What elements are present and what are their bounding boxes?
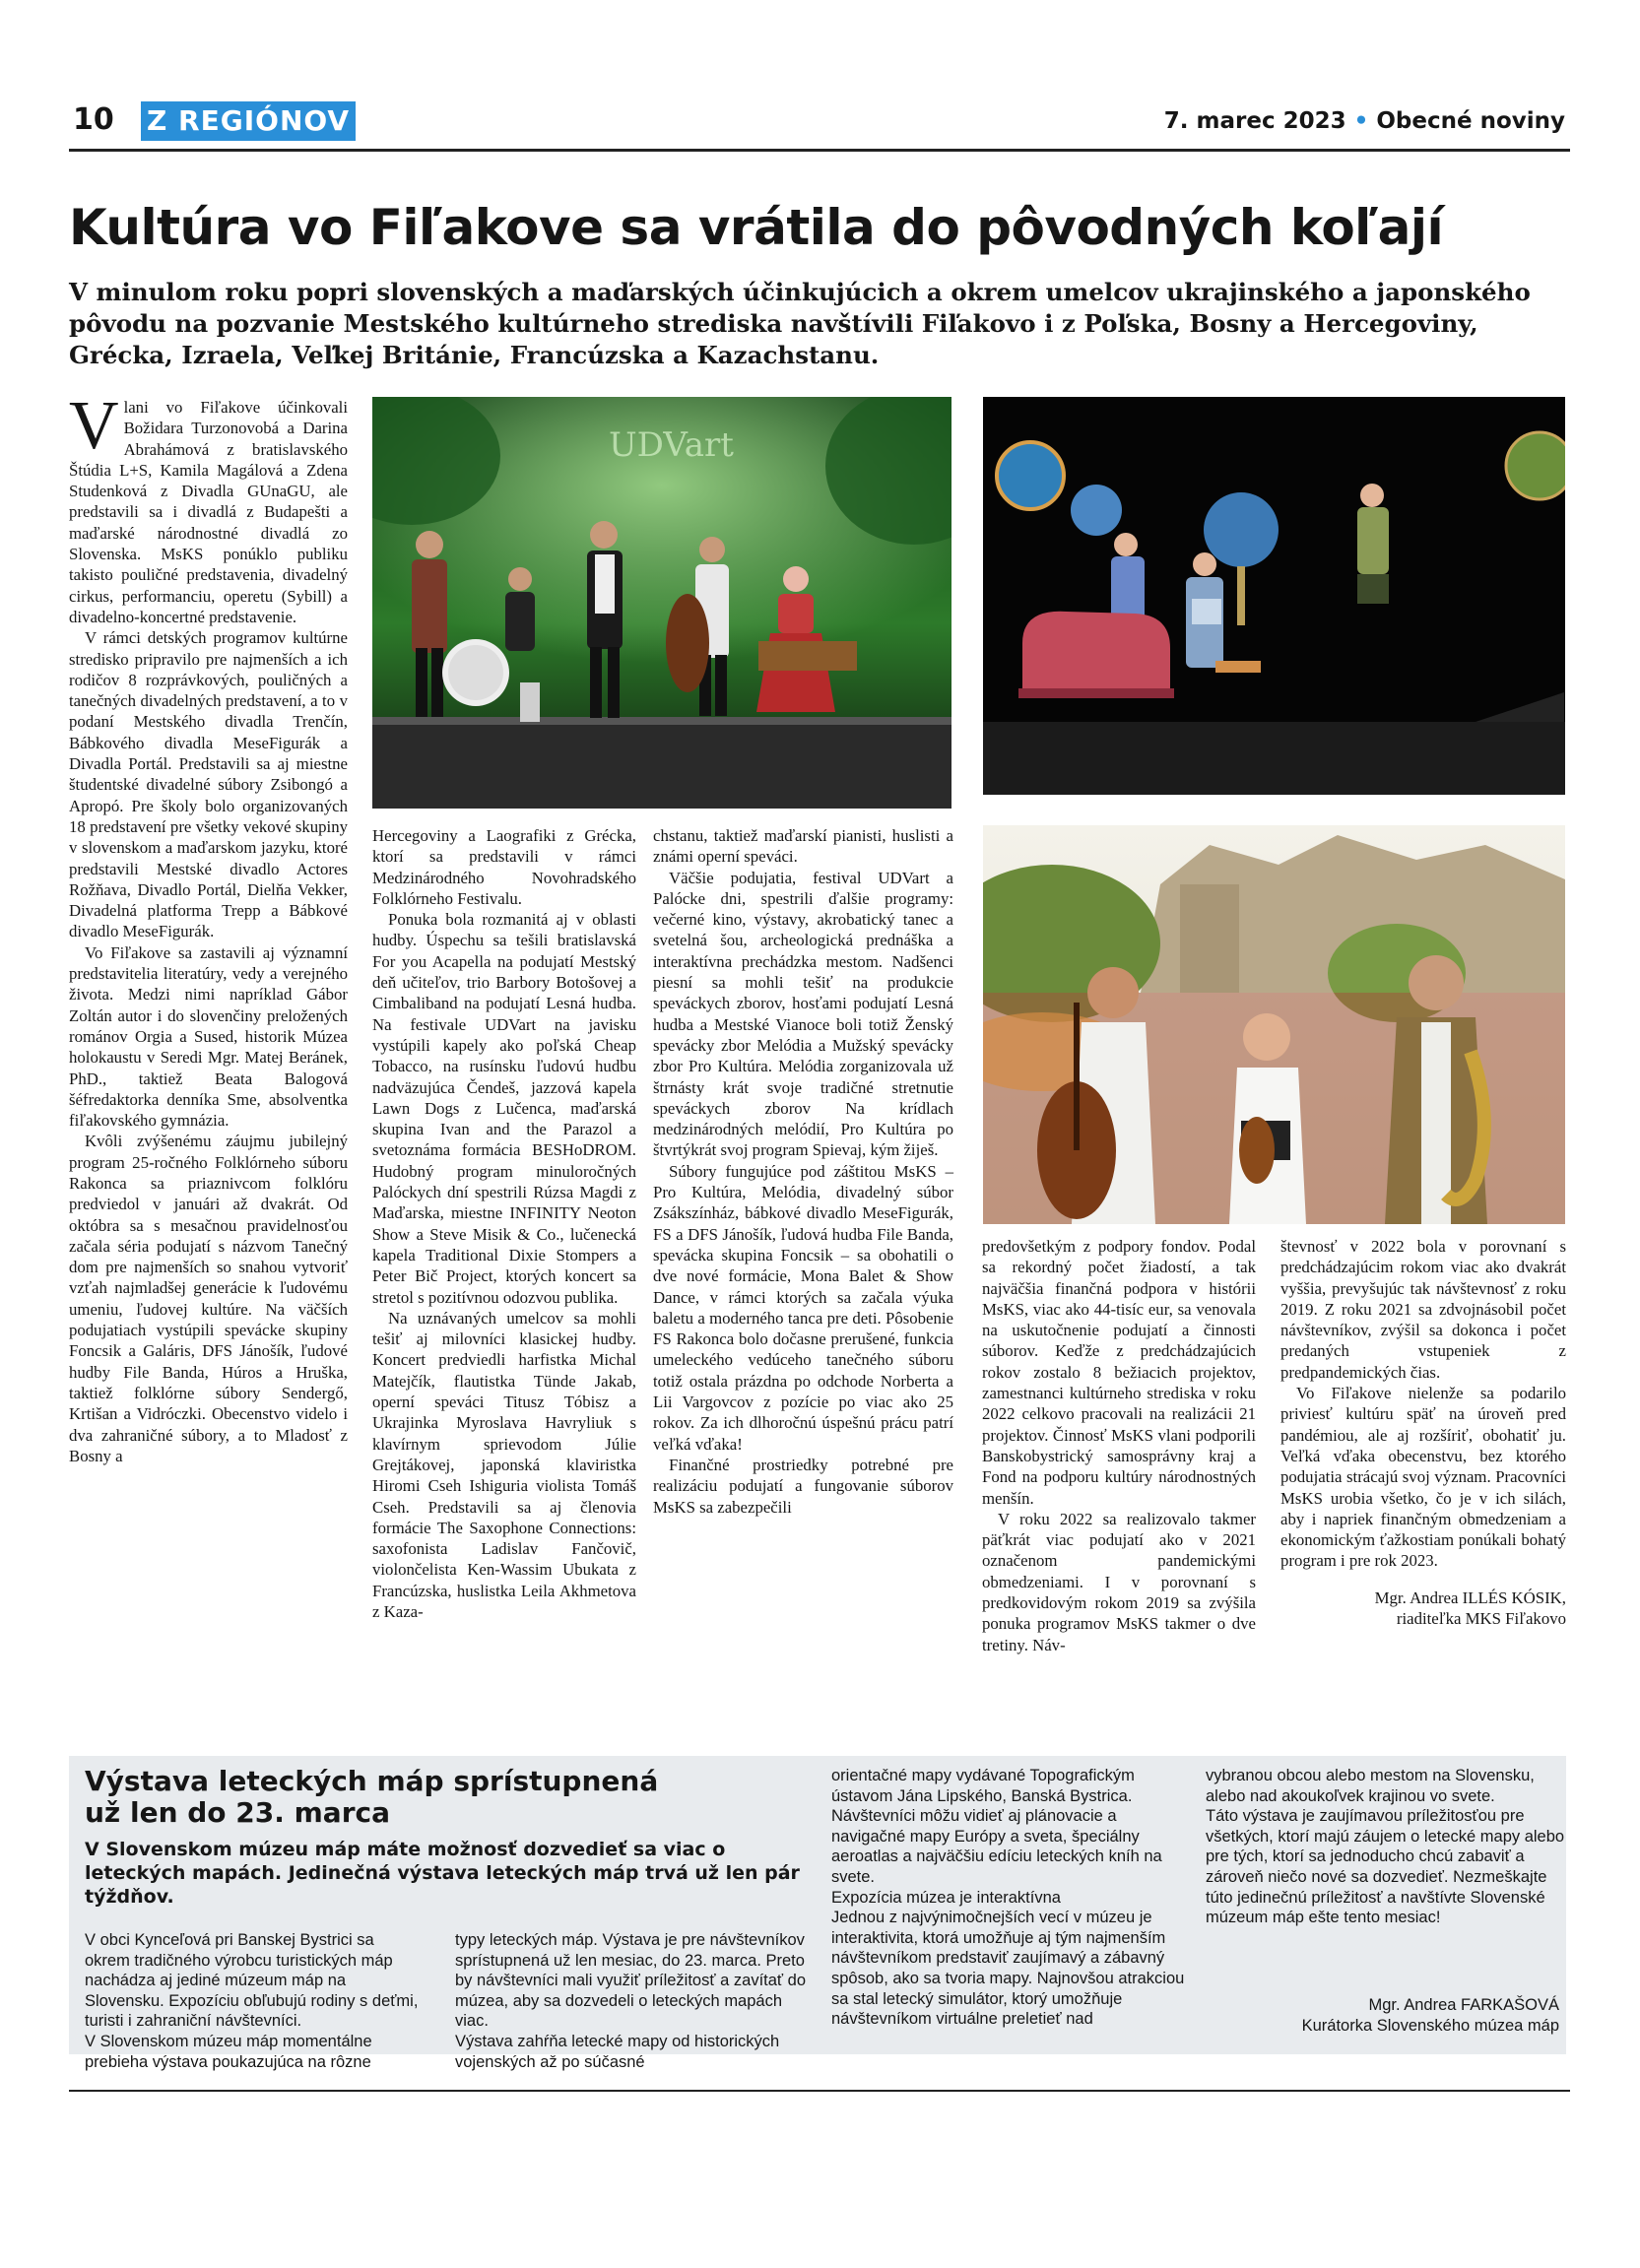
article-column-4 [982, 1236, 1256, 1655]
article-signature [1280, 1588, 1566, 1630]
article-paragraph [69, 388, 348, 627]
box-paragraph: V Slovenskom múzeu máp momentálne prebieha výstava poukazujúca na rôzne [85, 2032, 372, 2071]
box-signature [1302, 1995, 1559, 2037]
article-paragraph: Vo Fiľakove nielenže sa podarilo priviesť kultúru späť na úroveň pred pandémiou, ale aj rozšíriť, obohatiť ju. Veľká vďaka obecenstvu, bez ktorého podujatia strácajú svoj význam. Pracovníci MsKS urobia všetko, čo je v ich silách, aby i napriek finančným obmedzeniam a ekonomickým ťažkostiam ponúkali bohatý program i pre rok 2023. [1280, 1384, 1566, 1571]
puppet-theatre-photo [983, 397, 1565, 795]
article-paragraph: Vo Fiľakove sa zastavili aj významní predstavitelia literatúry, vedy a verejného života. Medzi nimi napríklad Gábor Zoltán autor i do slovenčiny preložených románov Orgia a Sused, historik Múzea holokaustu v Seredi Mgr. Matej Beránek, PhD., taktiež Beata Balogová šéfredaktorka denníka Sme, absolventka fiľakovského gymnázia. [69, 942, 348, 1131]
article-paragraph: Väčšie podujatia, festival UDVart a Palócke dni, spestrili ďalšie programy: večerné kino, výstavy, akrobatický tanec a svetelná šou, archeologická prednáška a interaktívna prechádzka mestom. Nadšenci piesní sa mohli tešiť na produkcie speváckych zborov, hosťami podujatí Lesná hudba a Mestské Vianoce boli totiž Ženský spevácky zbor Melódia a Mužský spevácky zbor Pro Kultúra. Melódia zorganizovala už štrnásty krát svoje tradičné stretnutie speváckych zborov Na krídlach medzinárodných melódií, Pro Kultúra po štvrtýkrát svoj program Spievaj, kým žiješ. [653, 868, 953, 1160]
box-column-2 [455, 1930, 810, 2072]
box-subheading: Expozícia múzea je interaktívna [831, 1888, 1061, 1907]
section-badge: Z REGIÓNOV [141, 101, 356, 141]
musicians-trio-illustration [983, 825, 1565, 1224]
box-paragraph: orientačné mapy vydávané Topografickým ústavom Jána Lipského, Banská Bystrica. Návštevníci môžu vidieť aj plánovacie a navigačné mapy Európy a sveta, špeciálny aeroatlas a najväčšiu edíciu leteckých kníh na svete. [831, 1767, 1162, 1886]
article-paragraph: Hercegoviny a Laografiki z Grécka, ktorí sa predstavili v rámci Medzinárodného Novohradského Folklórneho Festivalu. [372, 826, 636, 908]
box-title: Výstava leteckých máp sprístupnená už len do 23. marca [85, 1765, 659, 1829]
stage-sign: UDVart [609, 425, 734, 465]
article-paragraph: Na uznávaných umelcov sa mohli tešiť aj milovníci klasickej hudby. Koncert predviedli harfistka Michal Matejčík, flautistka Tünde Jakab, operní speváci Titusz Tóbisz a Ukrajinka Myroslava Havryliuk s klavírnym sprievodom Júlie Grejtákovej, japonská klaviristka Hiromi Cseh Ishiguria violista Tomáš Cseh. Predstavili sa aj členovia formácie The Saxophone Connections: saxofonista Ladislav Fančovič, violončelista Ken-Wassim Ubukata z Francúzska, huslistka Leila Akhmetova z Kaza- [372, 1308, 636, 1621]
box-paragraph: Táto výstava je zaujímavou príležitosťou pre všetkých, ktorí majú záujem o letecké mapy alebo pre tých, ktorí sa jednoducho chcú zabaviť a zároveň niečo nové sa dozvedieť. Nezmeškajte túto jedinečnú príležitosť a navštívte Slovenské múzeum máp ešte tento mesiac! [1206, 1807, 1565, 1927]
box-signature-role: Kurátorka Slovenského múzea máp [1301, 2017, 1559, 2035]
drop-cap: V [69, 388, 119, 464]
article-paragraph: Súbory fungujúce pod záštitou MsKS – Pro Kultúra, Melódia, divadelný súbor Zsákszínház, bábkové divadlo MeseFigurák, FS a DFS Jánošík, ľudová hudba File Banda, spevácka skupina Foncsik – sa obohatili o dve nové formácie, Mona Balet & Show Dance, v rámci ktorých sa začala výuka baletu a moderného tanca pre deti. Pôsobenie FS Rakonca bolo dočasne prerušené, funkcia umeleckého vedúceho tanečného súboru totiž ostala prázdna po odchode Norberta a Lii Vargovcov z pozície po viac ako 25 rokov. Za ich dlhoročnú úspešnú prácu patrí veľká vďaka! [653, 1161, 953, 1454]
puppet-theatre-illustration [983, 397, 1565, 795]
article-paragraph: Finančné prostriedky potrebné pre realizáciu podujatí a fungovanie súborov MsKS sa zabezpečili [653, 1455, 953, 1517]
article-paragraph: Kvôli zvýšenému záujmu jubilejný program 25-ročného Folklórneho súboru Rakonca sa priaznivcom folklóru predviedol v januári až dvakrát. Od októbra sa s mesačnou pravidelnosťou začala séria podujatí s názvom Tanečný dom pre najmenších so snahou vytvoriť vzťah najmladšej generácie k ľudovému umeniu, ľudovej kultúre. Na väčších podujatiach vystúpili spevácke skupiny Foncsik a Galáris, DFS Jánošík, ľudové hudby File Banda, Húros a Hruška, taktiež folklórne súbory Sendergő, Krtišan a Vidróczki. Obecenstvo videlo i dva zahraničné súbory, a to Mladosť z Bosny a [69, 1132, 348, 1465]
band-stage-illustration [372, 397, 951, 809]
box-paragraph: vybranou obcou alebo mestom na Slovensku, alebo nad akoukoľvek krajinou vo svete. [1206, 1767, 1535, 1805]
bottom-rule [69, 2090, 1570, 2092]
box-paragraph: Jednou z najvýnimočnejších vecí v múzeu je interaktivita, ktorá umožňuje aj tým najmenším návštevníkom predstaviť zaujímavý a zábavný spôsob, ako sa tvoria mapy. Najnovšou atrakciou sa stal letecký simulátor, ktorý umožňuje návštevníkom virtuálne preletieť nad [831, 1909, 1185, 2029]
signature-name: Mgr. Andrea ILLÉS KÓSIK, [1374, 1588, 1566, 1607]
box-column-4 [1206, 1766, 1565, 1928]
page-number: 10 [73, 102, 114, 137]
publication-name: Obecné noviny [1376, 108, 1565, 134]
article-paragraph: predovšetkým z podpory fondov. Podal sa rekordný počet žiadostí, a tak najväčšia finančná podpora v histórii MsKS, viac ako 44-tisíc eur, sa venovala na uskutočnenie podujatí a činnosti súborov. Keďže z predchádzajúcich rokov zostalo 8 bežiacich projektov, zamestnanci kultúrneho strediska v roku 2022 celkovo pracovali na realizácii 21 projektov. Činnosť MsKS vlani podporili Banskobystrický samosprávny kraj a Fond na podporu kultúry národnostných menšín. [982, 1237, 1256, 1508]
box-column-3 [831, 1766, 1186, 2030]
article-paragraph: Ponuka bola rozmanitá aj v oblasti hudby. Úspechu sa tešili bratislavská For you Acapella na podujatí Mestský deň učiteľov, trio Barbory Botošovej a Cimbaliband na podujatí Lesná hudba. Na festivale UDVart na javisku vystúpili kapely ako poľská Cheap Tobacco, na rusínsku ľudovú hudbu nadväzujúca Čendeš, jazzová kapela Lawn Dogs z Lučenca, maďarská skupina Ivan and the Parazol a svetoznáma formácia BESHoDROM. Hudobný program minuloročných Palóckych dní spestrili Rúzsa Magdi z Maďarska, miestne INFINITY Neoton Show a Steve Misik & Co., lučenecká kapela Traditional Dixie Stompers a Peter Bič Project, ktorých koncert sa stretol s pozitívnou odozvou publika. [372, 910, 636, 1307]
article-paragraph: V roku 2022 sa realizovalo takmer päťkrát viac podujatí ako v 2021 označenom pandemickými obmedzeniami. I v porovnaní s predkovidovým rokom 2019 sa zvýšila ponuka programov MsKS takmer o dve tretiny. Náv- [982, 1509, 1256, 1654]
article-column-3 [653, 825, 953, 1518]
header-rule [69, 149, 1570, 152]
issue-date: 7. marec 2023 [1163, 108, 1346, 134]
issue-info [1164, 106, 1565, 136]
signature-role: riaditeľka MKS Fiľakovo [1396, 1609, 1566, 1629]
band-stage-photo [372, 397, 951, 809]
box-signature-name: Mgr. Andrea FARKAŠOVÁ [1368, 1996, 1559, 2014]
article-column-5 [1280, 1236, 1566, 1629]
article-paragraph: V rámci detských programov kultúrne stredisko pripravilo pre najmenších a ich rodičov 8 rozprávkových, pouličných a tanečných divadelných predstavení, a to v podaní Mestského divadla Trenčín, Bábkového divadla MeseFigurák a Divadla Portál. Predstavili sa aj miestne študentské divadelné súbory Zsibongó a Apropó. Pre školy bolo organizovaných 18 predstavení pre všetky vekové skupiny v slovenskom a maďarskom jazyku, ktoré predstavili Mestské divadlo Actores Rožňava, Divadlo Portál, Dielňa Vekker, Divadelná platforma Trepp a Bábkové divadlo MeseFigurák. [69, 628, 348, 941]
box-paragraph: V obci Kynceľová pri Banskej Bystrici sa okrem tradičného výrobcu turistických máp nachádza aj jediné múzeum máp na Slovensku. Expozíciu obľubujú rodiny s deťmi, turisti i zahraniční návštevníci. [85, 1931, 419, 2031]
article-column-1 [69, 388, 348, 1466]
article-lead: V minulom roku popri slovenských a maďarských účinkujúcich a okrem umelcov ukrajinského a japonského pôvodu na pozvanie Mestského kultúrneho strediska navštívili Fiľakovo i z Poľska, Bosny a Hercegoviny, Grécka, Izraela, Veľkej Británie, Francúzska a Kazachstanu. [69, 278, 1531, 369]
box-lead: V Slovenskom múzeu máp máte možnosť dozvedieť sa viac o leteckých mapách. Jedinečná výstava leteckých máp trvá už len pár týždňov. [85, 1839, 800, 1908]
article-paragraph: števnosť v 2022 bola v porovnaní s predchádzajúcim rokom viac ako dvakrát vyššia, prevyšujúc tak návštevnosť z roku 2019. Z roku 2021 sa zdvojnásobil počet návštevníkov, zvýšil sa dokonca i počet predaných vstupeniek z predpandemických čias. [1280, 1237, 1566, 1382]
article-headline: Kultúra vo Fiľakove sa vrátila do pôvodných koľají [69, 199, 1444, 256]
article-paragraph: chstanu, taktiež maďarskí pianisti, huslisti a známi operní speváci. [653, 826, 953, 867]
article-column-2 [372, 825, 636, 1622]
box-paragraph: typy leteckých máp. Výstava je pre návštevníkov sprístupnená už len mesiac, do 23. marca. Preto by návštevníci mali využiť príležitosť a zavítať do múzea, aby sa dozvedeli o leteckých mapách viac. [455, 1931, 807, 2031]
box-paragraph: Výstava zahŕňa letecké mapy od historických vojenských až po súčasné [455, 2032, 780, 2071]
box-column-1 [85, 1930, 420, 2072]
paragraph-text: lani vo Fiľakove účinkovali Božidara Turzonovobá a Darina Abrahámová z bratislavského Štúdia L+S, Kamila Magálová a Zdena Studenková z Divadla GUnaGU, ale predstavili sa i divadlá z Budapešti a maďarské národnostné divadlá zo Slovenska. MsKS ponúklo publiku takisto pouličné predstavenia, divadelný cirkus, performanciu, operetu (Sybill) a divadelno-koncertné predstavenie. [69, 398, 348, 626]
musicians-trio-photo [983, 825, 1565, 1224]
separator-dot: • [1353, 108, 1369, 134]
